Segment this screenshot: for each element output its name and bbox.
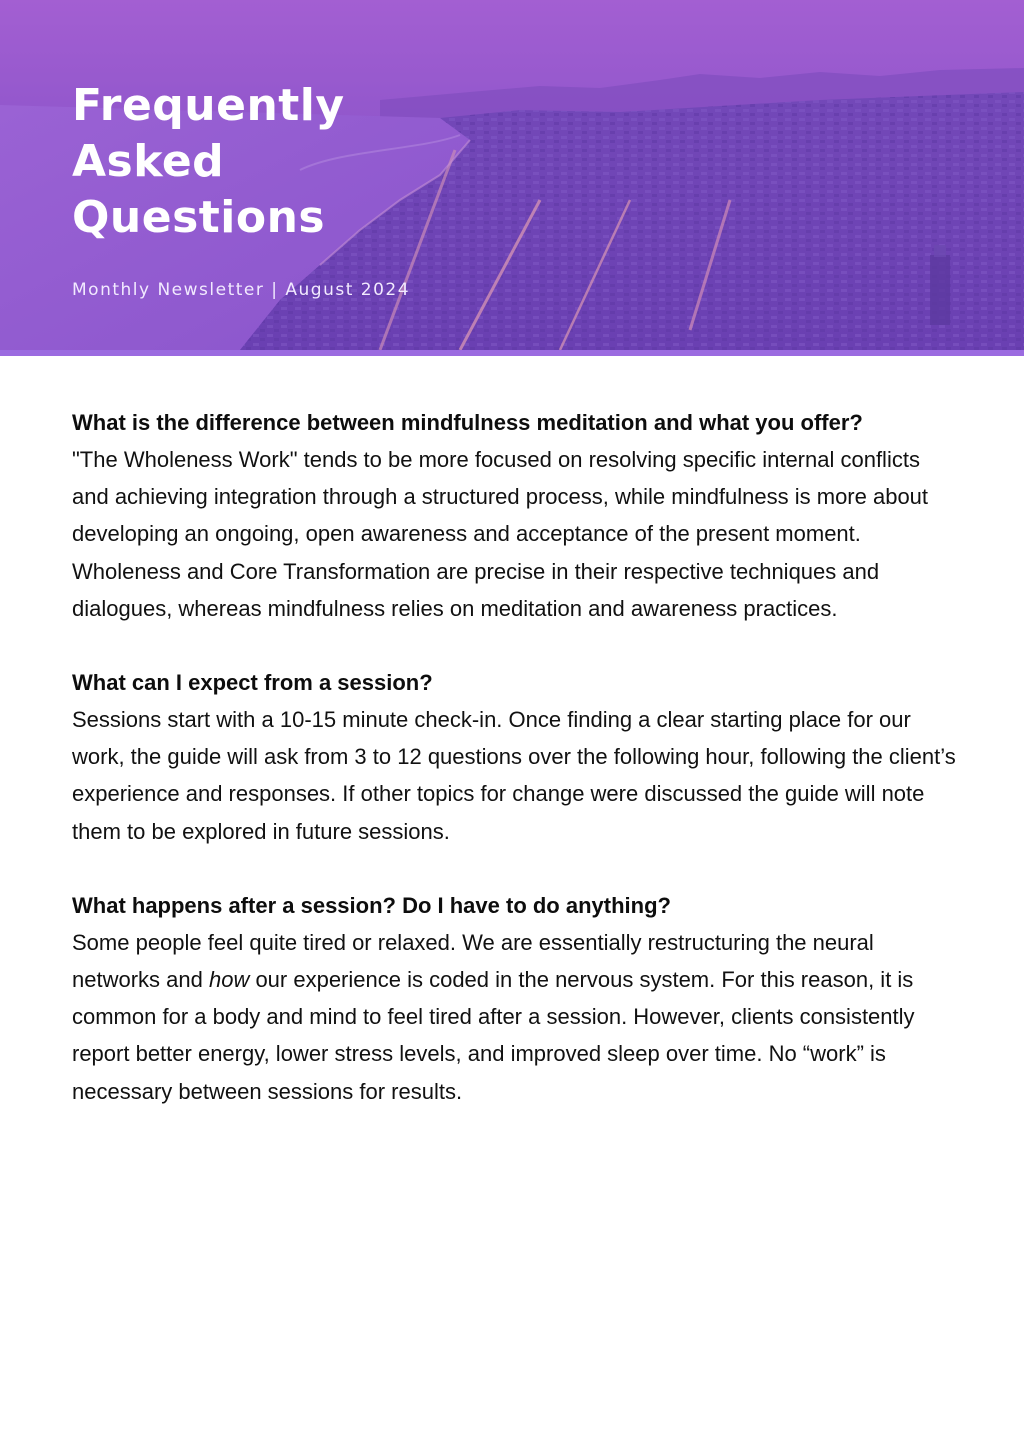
faq-list xyxy=(72,404,962,1147)
faq-item xyxy=(72,404,962,627)
faq-item xyxy=(72,664,962,850)
faq-question: What is the difference between mindfulness meditation and what you offer? xyxy=(72,410,863,435)
faq-answer-text: Some people feel quite tired or relaxed. We are essentially restructuring the neural networks and xyxy=(72,929,874,993)
faq-item xyxy=(72,887,962,1110)
faq-answer xyxy=(72,924,962,1110)
faq-question: What can I expect from a session? xyxy=(72,670,433,696)
newsletter-subtitle: Monthly Newsletter | August 2024 xyxy=(72,280,411,300)
faq-answer-emphasis: how xyxy=(208,967,250,993)
faq-answer: Sessions start with a 10-15 minute check-in. Once finding a clear starting place for our work, the guide will ask from 3 to 12 questions over the following hour, following the client’s experience and responses. If other topics for change were discussed the guide will note them to be explored in future sessions. xyxy=(72,707,956,844)
faq-answer-text: our experience is coded in the nervous system. For this reason, it is common for a body and mind to feel tired after a session. However, clients consistently report better energy, lower stress levels, and improved sleep over time. No “work” is necessary between sessions for results. xyxy=(72,967,915,1104)
page-title: Frequently Asked Questions xyxy=(72,80,345,243)
hero-banner xyxy=(0,0,1024,350)
faq-question: What happens after a session? Do I have to do anything? xyxy=(72,892,671,918)
hero-divider xyxy=(0,350,1024,356)
faq-answer: "The Wholeness Work" tends to be more focused on resolving specific internal conflicts and achieving integration through a structured process, while mindfulness is more about developing an ongoing, open awareness and acceptance of the present moment. Wholeness and Core Transformation are precise in their respective techniques and dialogues, whereas mindfulness relies on meditation and awareness practices. xyxy=(72,447,929,621)
